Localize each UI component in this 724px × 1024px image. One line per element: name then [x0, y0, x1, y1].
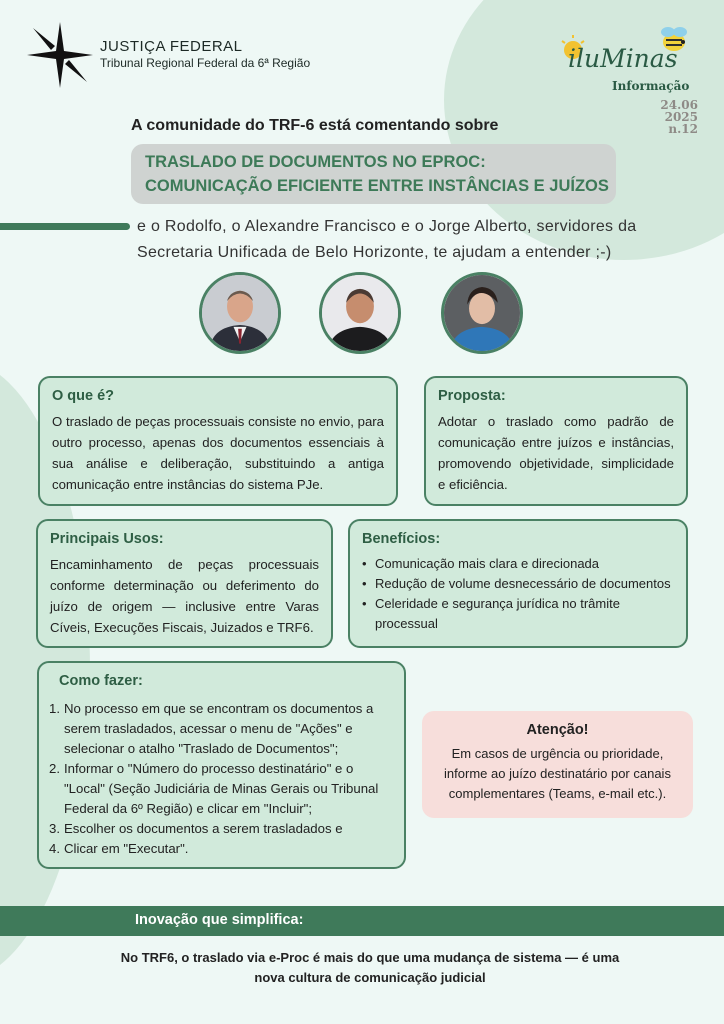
card-benefits: [348, 519, 688, 648]
attention-text: Em casos de urgência ou prioridade, informe ao juízo destinatário por canais complementares (Teams, e-mail etc.).: [444, 746, 671, 801]
step-item: [49, 759, 392, 819]
issue-number: n.12: [668, 122, 698, 136]
step-number: 1.: [49, 701, 60, 716]
step-text: No processo em que se encontram os documentos a serem trasladados, acessar o menu de "Ações" e selecionar o atalho "Traslado de Documentos";: [64, 701, 374, 756]
avatar-person-2: [319, 272, 401, 354]
attention-box: [422, 711, 693, 818]
benefit-item: • Comunicação mais clara e direcionada: [362, 554, 674, 574]
closing-text: No TRF6, o traslado via e-Proc é mais do que uma mudança de sistema — é uma nova cultura de comunicação judicial: [120, 950, 620, 985]
banner-text: Inovação que simplifica:: [135, 912, 304, 928]
issue-date: 24.06: [660, 98, 698, 112]
card-proposal-title: Proposta:: [438, 388, 506, 404]
step-item: [49, 819, 392, 839]
card-benefits-title: Benefícios:: [362, 531, 441, 547]
issue-meta: [660, 99, 698, 135]
justica-federal-logo-icon: [25, 20, 95, 90]
org-name: JUSTIÇA FEDERAL: [100, 38, 243, 55]
title-line-1: TRASLADO DE DOCUMENTOS NO EPROC:: [145, 153, 486, 171]
benefit-item: • Celeridade e segurança jurídica no trâmite processual: [362, 594, 674, 634]
step-number: 2.: [49, 761, 60, 776]
step-number: 3.: [49, 821, 60, 836]
innovation-banner: [0, 906, 724, 936]
intro-text: A comunidade do TRF-6 está comentando sobre: [131, 117, 499, 134]
step-number: 4.: [49, 841, 60, 856]
card-main-uses-title: Principais Usos:: [50, 531, 164, 547]
card-proposal: [424, 376, 688, 506]
card-how-to-title: Como fazer:: [59, 673, 143, 689]
card-what-is: [38, 376, 398, 506]
card-what-is-title: O que é?: [52, 388, 115, 404]
card-how-to: [37, 661, 406, 869]
card-main-uses: [36, 519, 333, 648]
issue-year: 2025: [664, 110, 698, 124]
step-text: Clicar em "Executar".: [64, 841, 189, 856]
subtitle-text: e o Rodolfo, o Alexandre Francisco e o Jorge Alberto, servidores da Secretaria Unificada de Belo Horizonte, te ajudam a entender ;-): [137, 218, 637, 261]
attention-title: Atenção!: [526, 722, 589, 738]
accent-bar: [0, 223, 130, 230]
card-what-is-text: O traslado de peças processuais consiste no envio, para outro processo, apenas dos documentos essenciais à sua análise e deliberação, substituindo a antiga comunicação entre instâncias do sistema PJe.: [52, 414, 384, 492]
brand-name: iluMinas: [568, 44, 678, 73]
title-line-2: COMUNICAÇÃO EFICIENTE ENTRE INSTÂNCIAS E JUÍZOS: [145, 177, 609, 195]
how-to-steps: [49, 699, 392, 859]
card-main-uses-text: Encaminhamento de peças processuais conforme determinação ou deferimento do juízo de origem — inclusive entre Varas Cíveis, Execuções Fiscais, Juizados e TRF6.: [50, 557, 319, 635]
avatar-person-1: [199, 272, 281, 354]
benefits-list: [362, 554, 674, 634]
benefit-item: • Redução de volume desnecessário de documentos: [362, 574, 674, 594]
card-proposal-text: Adotar o traslado como padrão de comunicação entre juízos e instâncias, promovendo objetividade, simplicidade e eficiência.: [438, 414, 674, 492]
step-text: Escolher os documentos a serem trasladados e: [64, 821, 343, 836]
org-subtitle: Tribunal Regional Federal da 6ª Região: [100, 56, 311, 70]
avatar-person-3: [441, 272, 523, 354]
title-box: [131, 144, 616, 204]
step-text: Informar o "Número do processo destinatário" e o "Local" (Seção Judiciária de Minas Gerais ou Tribunal Federal da 6º Região) e clicar em "Incluir";: [64, 761, 379, 816]
step-item: [49, 839, 392, 859]
step-item: [49, 699, 392, 759]
brand-subtitle: Informação: [612, 79, 690, 93]
